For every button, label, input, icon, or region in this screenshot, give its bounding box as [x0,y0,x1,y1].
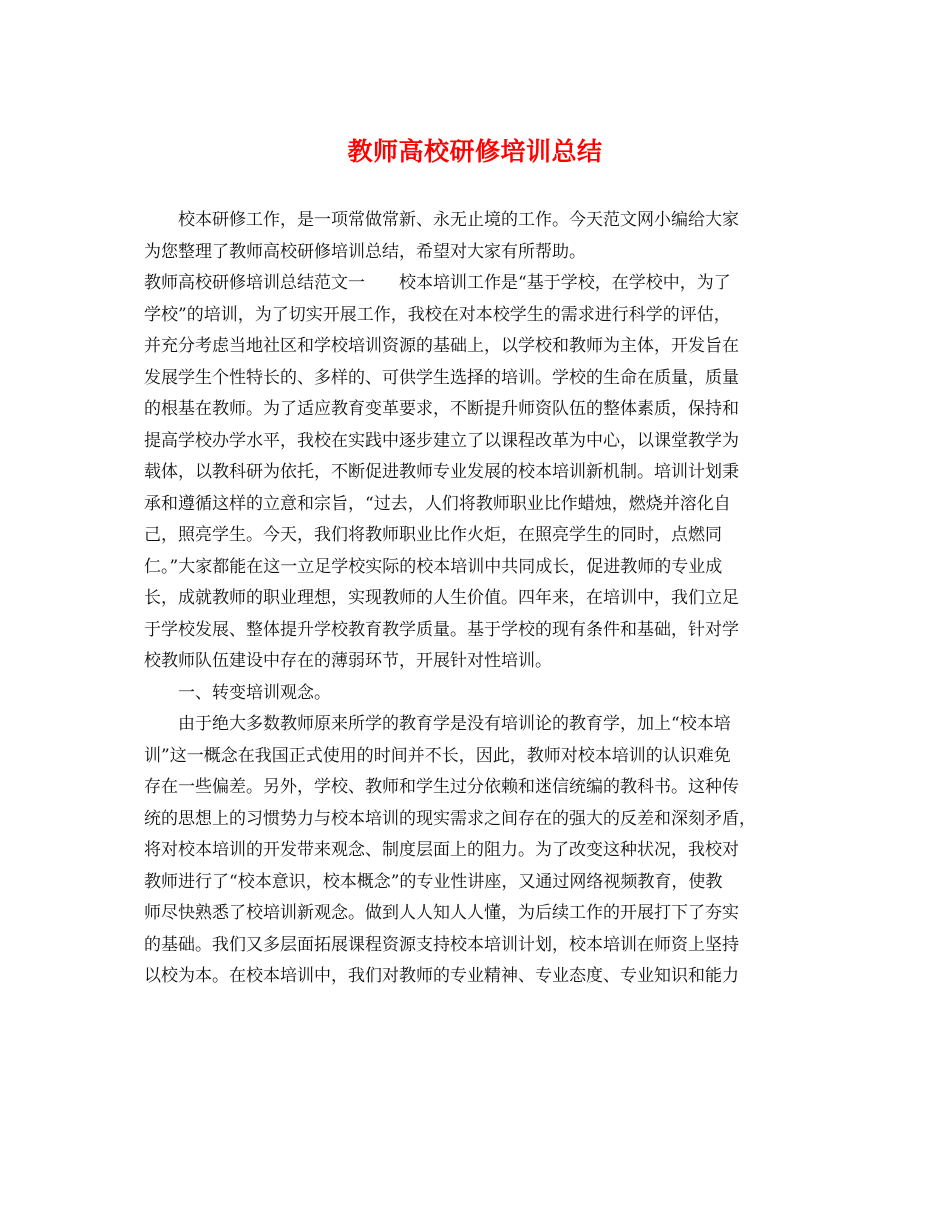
text-line: 提高学校办学水平，我校在实践中逐步建立了以课程改革为中心，以课堂教学为 [144,430,739,451]
text-line: 仁。”大家都能在这一立足学校实际的校本培训中共同成长，促进教师的专业成 [144,556,723,577]
text-line: 己，照亮学生。今天，我们将教师职业比作火炬，在照亮学生的同时，点燃同 [144,525,722,545]
text-line: 的根基在教师。为了适应教育变革要求，不断提升师资队伍的整体素质，保持和 [144,399,739,419]
text-line: 教师高校研修培训总结范文一 校本培训工作是“基于学校，在学校中，为了 [144,273,731,293]
text-line: 由于绝大多数教师原来所学的教育学是没有培训论的教育学，加上“校本培 [178,714,731,734]
document-body [144,205,800,993]
text-line: 校本研修工作，是一项常做常新、永无止境的工作。今天范文网小编给大家 [178,210,739,230]
text-line: 为您整理了教师高校研修培训总结，希望对大家有所帮助。 [144,241,586,262]
text-line: 将对校本培训的开发带来观念、制度层面上的阻力。为了改变这种状况，我校对 [144,840,739,860]
text-line: 训”这一概念在我国正式使用的时间并不长，因此，教师对校本培训的认识难免 [144,745,731,766]
text-line: 教师进行了“校本意识，校本概念”的专业性讲座，又通过网络视频教育，使教 [144,871,723,892]
document-title: 教师高校研修培训总结 [347,137,603,166]
text-line: 学校”的培训，为了切实开展工作，我校在对本校学生的需求进行科学的评估， [144,304,731,325]
text-line: 一、转变培训观念。 [178,682,331,703]
text-line: 的基础。我们又多层面拓展课程资源支持校本培训计划，校本培训在师资上坚持 [144,934,739,955]
text-line: 承和遵循这样的立意和宗旨，“过去，人们将教师职业比作蜡烛，燃烧并溶化自 [144,493,731,514]
text-line: 并充分考虑当地社区和学校培训资源的基础上，以学校和教师为主体，开发旨在 [144,336,739,356]
text-line: 师尽快熟悉了校培训新观念。做到人人知人人懂，为后续工作的开展打下了夯实 [144,903,739,923]
text-line: 以校为本。在校本培训中，我们对教师的专业精神、专业态度、专业知识和能力 [144,966,739,986]
text-line: 于学校发展、整体提升学校教育教学质量。基于学校的现有条件和基础，针对学 [144,619,739,640]
text-line: 校教师队伍建设中存在的薄弱环节，开展针对性培训。 [144,651,552,671]
text-line: 长，成就教师的职业理想，实现教师的人生价值。四年来，在培训中，我们立足 [144,588,739,608]
text-line: 统的思想上的习惯势力与校本培训的现实需求之间存在的强大的反差和深刻矛盾， [144,808,756,829]
text-line: 存在一些偏差。另外，学校、教师和学生过分依赖和迷信统编的教科书。这种传 [144,777,739,797]
text-line: 载体，以教科研为依托，不断促进教师专业发展的校本培训新机制。培训计划秉 [144,462,739,482]
text-line: 发展学生个性特长的、多样的、可供学生选择的培训。学校的生命在质量，质量 [144,367,739,388]
